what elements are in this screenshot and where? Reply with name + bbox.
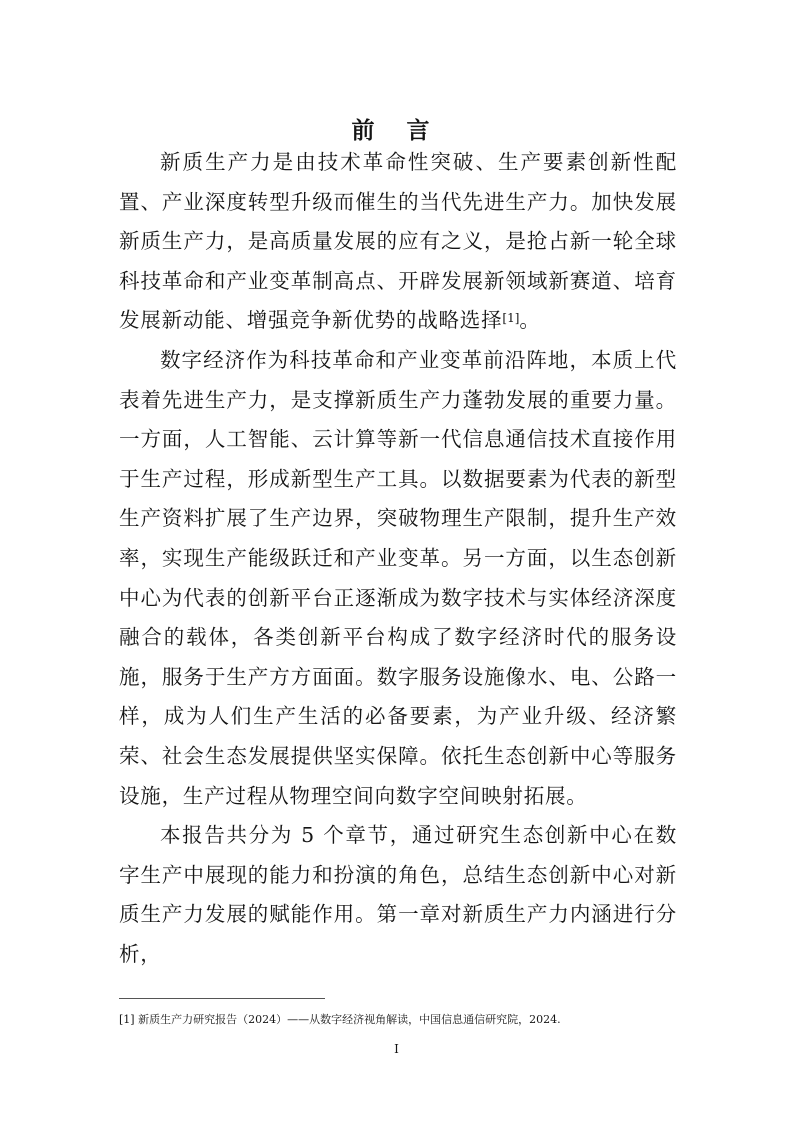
- page-title: 前 言: [351, 117, 442, 145]
- paragraph-1-end: 。: [519, 308, 541, 333]
- paragraph-2-text: 数字经济作为科技革命和产业变革前沿阵地，本质上代表着先进生产力，是支撑新质生产力蓬勃发展的重要力量。一方面，人工智能、云计算等新一代信息通信技术直接作用于生产过程，形成新型生产工具。以数据要素为代表的新型生产资料扩展了生产边界，突破物理生产限制，提升生产效率，实现生产能级跃迁和产业变革。另一方面，以生态创新中心为代表的创新平台正逐渐成为数字技术与实体经济深度融合的载体，各类创新平台构成了数字经济时代的服务设施，服务于生产方方面面。数字服务设施像水、电、公路一样，成为人们生产生活的必备要素，为产业升级、经济繁荣、社会生态发展提供坚实保障。依托生态创新中心等服务设施，生产过程从物理空间向数字空间映射拓展。: [119, 347, 677, 808]
- paragraph-3-text: 本报告共分为 5 个章节，通过研究生态创新中心在数字生产中展现的能力和扮演的角色，总结生态创新中心对新质生产力发展的赋能作用。第一章对新质生产力内涵进行分析，: [119, 823, 677, 966]
- page-number: I: [394, 1042, 399, 1056]
- paragraph-2: [119, 341, 677, 816]
- paragraph-1-text: 新质生产力是由技术革命性突破、生产要素创新性配置、产业深度转型升级而催生的当代先进生产力。加快发展新质生产力，是高质量发展的应有之义，是抢占新一轮全球科技革命和产业变革制高点、开辟发展新领域新赛道、培育发展新动能、增强竞争新优势的战略选择: [119, 150, 677, 333]
- footnote-divider: [119, 998, 325, 999]
- preface-body: [119, 143, 677, 974]
- paragraph-1: [119, 143, 677, 341]
- paragraph-3: [119, 816, 677, 974]
- footnote: [1] 新质生产力研究报告（2024）——从数字经济视角解读，中国信息通信研究院，2024.: [119, 1013, 561, 1026]
- citation-marker[interactable]: [1]: [502, 311, 520, 326]
